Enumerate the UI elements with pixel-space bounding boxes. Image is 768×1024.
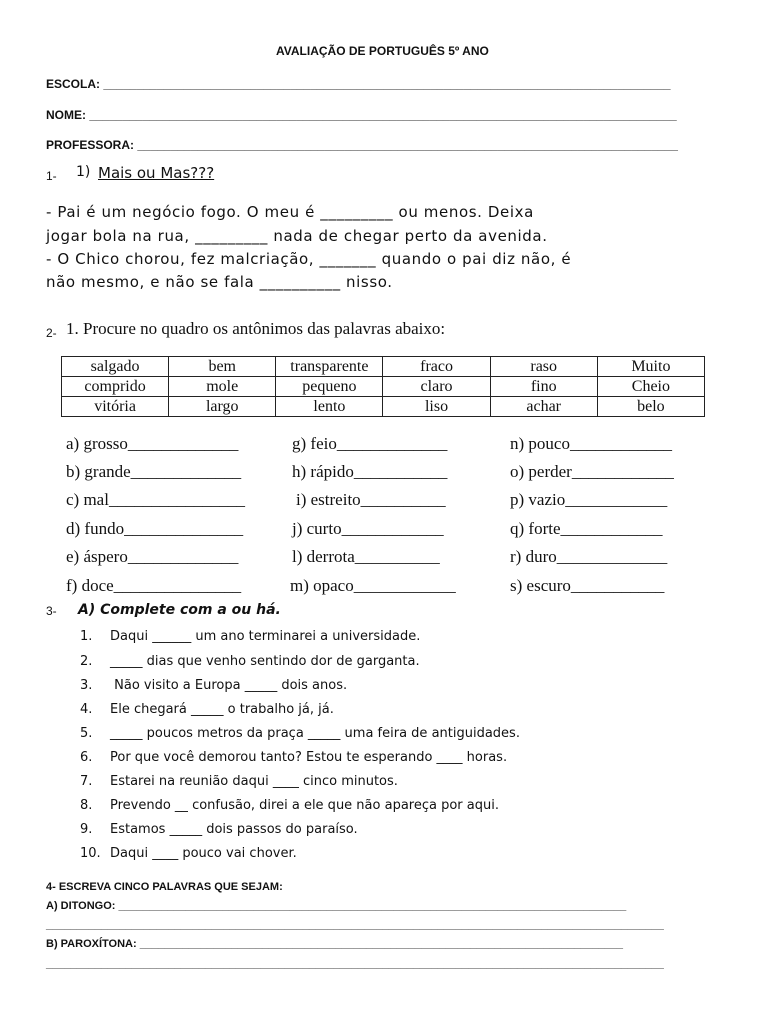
table-cell: raso <box>490 357 597 377</box>
q3-item-number: 9. <box>80 822 93 837</box>
ditongo-field[interactable]: A) DITONGO: ___________________________________________________________________________________ <box>46 900 627 912</box>
q3-item-text: Estarei na reunião daqui ____ cinco minutos. <box>110 774 398 789</box>
table-cell: belo <box>597 397 704 417</box>
q3-item <box>80 750 507 765</box>
antonym-item: b) grande_____________ <box>66 462 242 481</box>
antonym-item: d) fundo______________ <box>66 519 244 538</box>
q4-title: 4- ESCREVA CINCO PALAVRAS QUE SEJAM: <box>46 881 283 893</box>
table-cell: salgado <box>62 357 169 377</box>
table-cell: fino <box>490 377 597 397</box>
table-row <box>62 397 705 417</box>
q2-number: 2- <box>46 326 57 340</box>
antonym-item: a) grosso_____________ <box>66 434 239 453</box>
table-cell: mole <box>169 377 276 397</box>
q3-item <box>80 846 297 861</box>
table-cell: comprido <box>62 377 169 397</box>
page-title: AVALIAÇÃO DE PORTUGUÊS 5º ANO <box>276 44 489 58</box>
table-cell: liso <box>383 397 490 417</box>
table-cell: Muito <box>597 357 704 377</box>
table-cell: vitória <box>62 397 169 417</box>
professora-field[interactable]: PROFESSORA: _________________________________________________________________________________ <box>46 138 678 152</box>
q1-line: jogar bola na rua, _________ nada de chegar perto da avenida. <box>46 227 548 245</box>
table-cell: claro <box>383 377 490 397</box>
table-cell: Cheio <box>597 377 704 397</box>
q1-line: - Pai é um negócio fogo. O meu é _________ ou menos. Deixa <box>46 203 534 221</box>
q3-item-text: _____ poucos metros da praça _____ uma feira de antiguidades. <box>110 726 520 741</box>
table-row <box>62 377 705 397</box>
q3-item-number: 5. <box>80 726 93 741</box>
paroxitona-line-2[interactable]: _____________________________________________________________________________________________________ <box>46 958 664 970</box>
antonym-item: q) forte____________ <box>510 519 663 538</box>
q3-item-text: Não visito a Europa _____ dois anos. <box>110 678 348 693</box>
q3-item-text: Prevendo __ confusão, direi a ele que não apareça por aqui. <box>110 798 499 813</box>
q3-item <box>80 629 420 644</box>
q3-title: A) Complete com a ou há. <box>78 602 281 618</box>
table-cell: achar <box>490 397 597 417</box>
antonym-item: h) rápido___________ <box>292 462 448 481</box>
q1-line: - O Chico chorou, fez malcriação, _______ quando o pai diz não, é <box>46 250 572 268</box>
table-cell: pequeno <box>276 377 383 397</box>
q1-heading-number: 1) <box>76 164 91 180</box>
antonym-item: m) opaco____________ <box>290 576 456 595</box>
table-cell: bem <box>169 357 276 377</box>
antonyms-table <box>61 356 705 417</box>
q3-item-number: 1. <box>80 629 93 644</box>
q1-line: não mesmo, e não se fala __________ nisso. <box>46 273 393 291</box>
table-cell: transparente <box>276 357 383 377</box>
q3-item-text: Daqui ____ pouco vai chover. <box>110 846 297 861</box>
paroxitona-field[interactable]: B) PAROXÍTONA: _______________________________________________________________________________ <box>46 938 624 950</box>
antonym-item: o) perder____________ <box>510 462 674 481</box>
q3-item <box>80 822 358 837</box>
antonym-item: n) pouco____________ <box>510 434 672 453</box>
antonym-item: l) derrota__________ <box>292 547 440 566</box>
q3-item-number: 2. <box>80 654 93 669</box>
q3-item-text: _____ dias que venho sentindo dor de garganta. <box>110 654 420 669</box>
antonym-item: g) feio_____________ <box>292 434 448 453</box>
q3-item <box>80 654 420 669</box>
q3-item <box>80 774 398 789</box>
antonym-item: r) duro_____________ <box>510 547 668 566</box>
table-cell: largo <box>169 397 276 417</box>
q3-item-number: 10. <box>80 846 101 861</box>
antonym-item: s) escuro___________ <box>510 576 665 595</box>
antonym-item: j) curto____________ <box>292 519 444 538</box>
q3-item-number: 3. <box>80 678 93 693</box>
q2-instruction: 1. Procure no quadro os antônimos das palavras abaixo: <box>66 319 446 338</box>
q3-item <box>80 726 520 741</box>
antonym-item: e) áspero_____________ <box>66 547 239 566</box>
table-cell: fraco <box>383 357 490 377</box>
antonym-item: c) mal________________ <box>66 490 245 509</box>
table-row <box>62 357 705 377</box>
table-cell: lento <box>276 397 383 417</box>
nome-field[interactable]: NOME: ________________________________________________________________________________________ <box>46 108 677 122</box>
antonym-item: f) doce_______________ <box>66 576 242 595</box>
q3-item-text: Daqui ______ um ano terminarei a universidade. <box>110 629 421 644</box>
q1-number: 1- <box>46 169 57 183</box>
q3-item <box>80 678 347 693</box>
q3-item-text: Ele chegará _____ o trabalho já, já. <box>110 702 334 717</box>
q3-item-number: 6. <box>80 750 93 765</box>
q3-item-text: Estamos _____ dois passos do paraíso. <box>110 822 358 837</box>
antonym-item: i) estreito__________ <box>296 490 446 509</box>
q1-heading: Mais ou Mas??? <box>98 164 215 182</box>
escola-field[interactable]: ESCOLA: _____________________________________________________________________________________ <box>46 77 671 91</box>
q3-number: 3- <box>46 604 57 618</box>
q3-item <box>80 798 499 813</box>
q3-item-number: 7. <box>80 774 93 789</box>
q3-item-number: 4. <box>80 702 93 717</box>
ditongo-line-2[interactable]: _____________________________________________________________________________________________________ <box>46 919 664 931</box>
q3-item-text: Por que você demorou tanto? Estou te esperando ____ horas. <box>110 750 508 765</box>
antonym-item: p) vazio____________ <box>510 490 668 509</box>
q3-item-number: 8. <box>80 798 93 813</box>
q3-item <box>80 702 334 717</box>
